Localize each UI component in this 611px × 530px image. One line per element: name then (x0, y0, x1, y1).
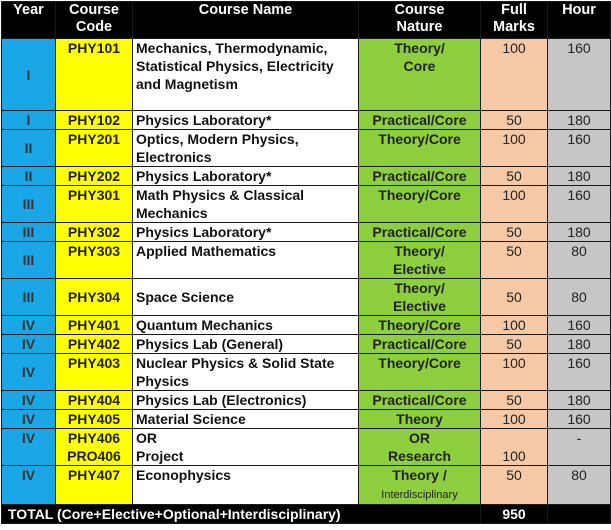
full-marks-cell: 50 (481, 242, 548, 279)
course-nature-cell: Practical/Core (359, 223, 481, 242)
table-row (2, 279, 611, 316)
course-code-cell: PHY407 (56, 466, 133, 505)
course-code-cell: PHY202 (56, 167, 133, 186)
course-code-cell: PHY402 (56, 335, 133, 354)
total-marks: 950 (481, 505, 548, 524)
table-row (2, 111, 611, 130)
course-nature-cell: Theory/ Elective (359, 242, 481, 279)
course-code-cell: PHY303 (56, 242, 133, 279)
course-name-cell: Mechanics, Thermodynamic, Statistical Physics, Electricity and Magnetism (133, 39, 359, 111)
course-nature-cell: Theory/Core (359, 130, 481, 167)
full-marks-cell: 100 (481, 130, 548, 167)
hour-cell: 160 (548, 130, 611, 167)
course-code-cell: PHY401 (56, 316, 133, 335)
full-marks-cell: 50 (481, 111, 548, 130)
year-cell: III (2, 186, 56, 223)
course-name-cell: Optics, Modern Physics, Electronics (133, 130, 359, 167)
course-code-cell: PHY403 (56, 354, 133, 391)
course-code-cell: PHY404 (56, 391, 133, 410)
hour-cell: 180 (548, 223, 611, 242)
course-code-cell: PHY406 PRO406 (56, 429, 133, 466)
year-cell: II (2, 167, 56, 186)
hour-cell: 80 (548, 279, 611, 316)
course-code-cell: PHY201 (56, 130, 133, 167)
hour-cell: 160 (548, 410, 611, 429)
hour-cell: 160 (548, 39, 611, 111)
course-nature-cell: Theory/ Elective (359, 279, 481, 316)
full-marks-cell: 100 (481, 39, 548, 111)
course-table (1, 1, 611, 524)
course-nature-cell: OR Research (359, 429, 481, 466)
course-name-cell: Material Science (133, 410, 359, 429)
course-name-cell: Physics Lab (General) (133, 335, 359, 354)
year-cell: IV (2, 391, 56, 410)
year-cell: I (2, 111, 56, 130)
header-course-name: Course Name (133, 2, 359, 39)
full-marks-cell: 50 (481, 335, 548, 354)
hour-cell: 160 (548, 316, 611, 335)
table-row (2, 429, 611, 466)
full-marks-cell: 50 (481, 466, 548, 505)
header-course-nature: Course Nature (359, 2, 481, 39)
header-year: Year (2, 2, 56, 39)
course-code-cell: PHY405 (56, 410, 133, 429)
full-marks-cell: 100 (481, 410, 548, 429)
course-code-cell: PHY101 (56, 39, 133, 111)
hour-cell: 80 (548, 242, 611, 279)
course-nature-cell: Practical/Core (359, 335, 481, 354)
table-row (2, 335, 611, 354)
course-name-cell: Quantum Mechanics (133, 316, 359, 335)
course-code-cell: PHY301 (56, 186, 133, 223)
table-row (2, 39, 611, 111)
course-code-cell: PHY304 (56, 279, 133, 316)
full-marks-cell: 50 (481, 279, 548, 316)
table-footer (2, 505, 611, 524)
full-marks-cell: 100 (481, 429, 548, 466)
year-cell: III (2, 242, 56, 279)
table-row (2, 242, 611, 279)
course-name-cell: Physics Lab (Electronics) (133, 391, 359, 410)
year-cell: IV (2, 466, 56, 505)
course-name-cell: Physics Laboratory* (133, 111, 359, 130)
table-row (2, 316, 611, 335)
table-row (2, 167, 611, 186)
course-nature-cell: Theory/ Core (359, 39, 481, 111)
table-row (2, 391, 611, 410)
course-name-cell: Physics Laboratory* (133, 223, 359, 242)
course-nature-cell: Practical/Core (359, 167, 481, 186)
hour-cell: 180 (548, 167, 611, 186)
total-label: TOTAL (Core+Elective+Optional+Interdisciplinary) (2, 505, 481, 524)
year-cell: II (2, 130, 56, 167)
year-cell: IV (2, 410, 56, 429)
hour-cell: 180 (548, 111, 611, 130)
table-header (2, 2, 611, 39)
course-nature-cell: Theory/Core (359, 316, 481, 335)
header-course-code: Course Code (56, 2, 133, 39)
full-marks-cell: 100 (481, 354, 548, 391)
year-cell: IV (2, 316, 56, 335)
course-nature-cell: Practical/Core (359, 111, 481, 130)
course-name-cell: OR Project (133, 429, 359, 466)
table-row (2, 186, 611, 223)
table-row (2, 354, 611, 391)
course-name-cell: Nuclear Physics & Solid State Physics (133, 354, 359, 391)
course-nature-cell: Theory/Core (359, 354, 481, 391)
course-name-cell: Applied Mathematics (133, 242, 359, 279)
hour-cell: 180 (548, 335, 611, 354)
full-marks-cell: 50 (481, 167, 548, 186)
course-name-cell: Econophysics (133, 466, 359, 505)
table-row (2, 130, 611, 167)
year-cell: III (2, 223, 56, 242)
course-name-cell: Math Physics & Classical Mechanics (133, 186, 359, 223)
course-name-cell: Physics Laboratory* (133, 167, 359, 186)
course-name-cell: Space Science (133, 279, 359, 316)
hour-cell: 160 (548, 186, 611, 223)
year-cell: IV (2, 429, 56, 466)
course-nature-cell: Theory / Interdisciplinary (359, 466, 481, 505)
year-cell: I (2, 39, 56, 111)
year-cell: III (2, 279, 56, 316)
table-row (2, 410, 611, 429)
full-marks-cell: 50 (481, 391, 548, 410)
total-hour-empty (548, 505, 611, 524)
full-marks-cell: 50 (481, 223, 548, 242)
table-row (2, 466, 611, 505)
full-marks-cell: 100 (481, 186, 548, 223)
table-row (2, 223, 611, 242)
full-marks-cell: 100 (481, 316, 548, 335)
header-full-marks: Full Marks (481, 2, 548, 39)
course-nature-cell: Practical/Core (359, 391, 481, 410)
year-cell: IV (2, 354, 56, 391)
course-nature-cell: Theory/Core (359, 186, 481, 223)
hour-cell: - (548, 429, 611, 466)
course-code-cell: PHY102 (56, 111, 133, 130)
hour-cell: 80 (548, 466, 611, 505)
header-hour: Hour (548, 2, 611, 39)
course-nature-cell: Theory (359, 410, 481, 429)
hour-cell: 160 (548, 354, 611, 391)
hour-cell: 180 (548, 391, 611, 410)
course-code-cell: PHY302 (56, 223, 133, 242)
year-cell: IV (2, 335, 56, 354)
